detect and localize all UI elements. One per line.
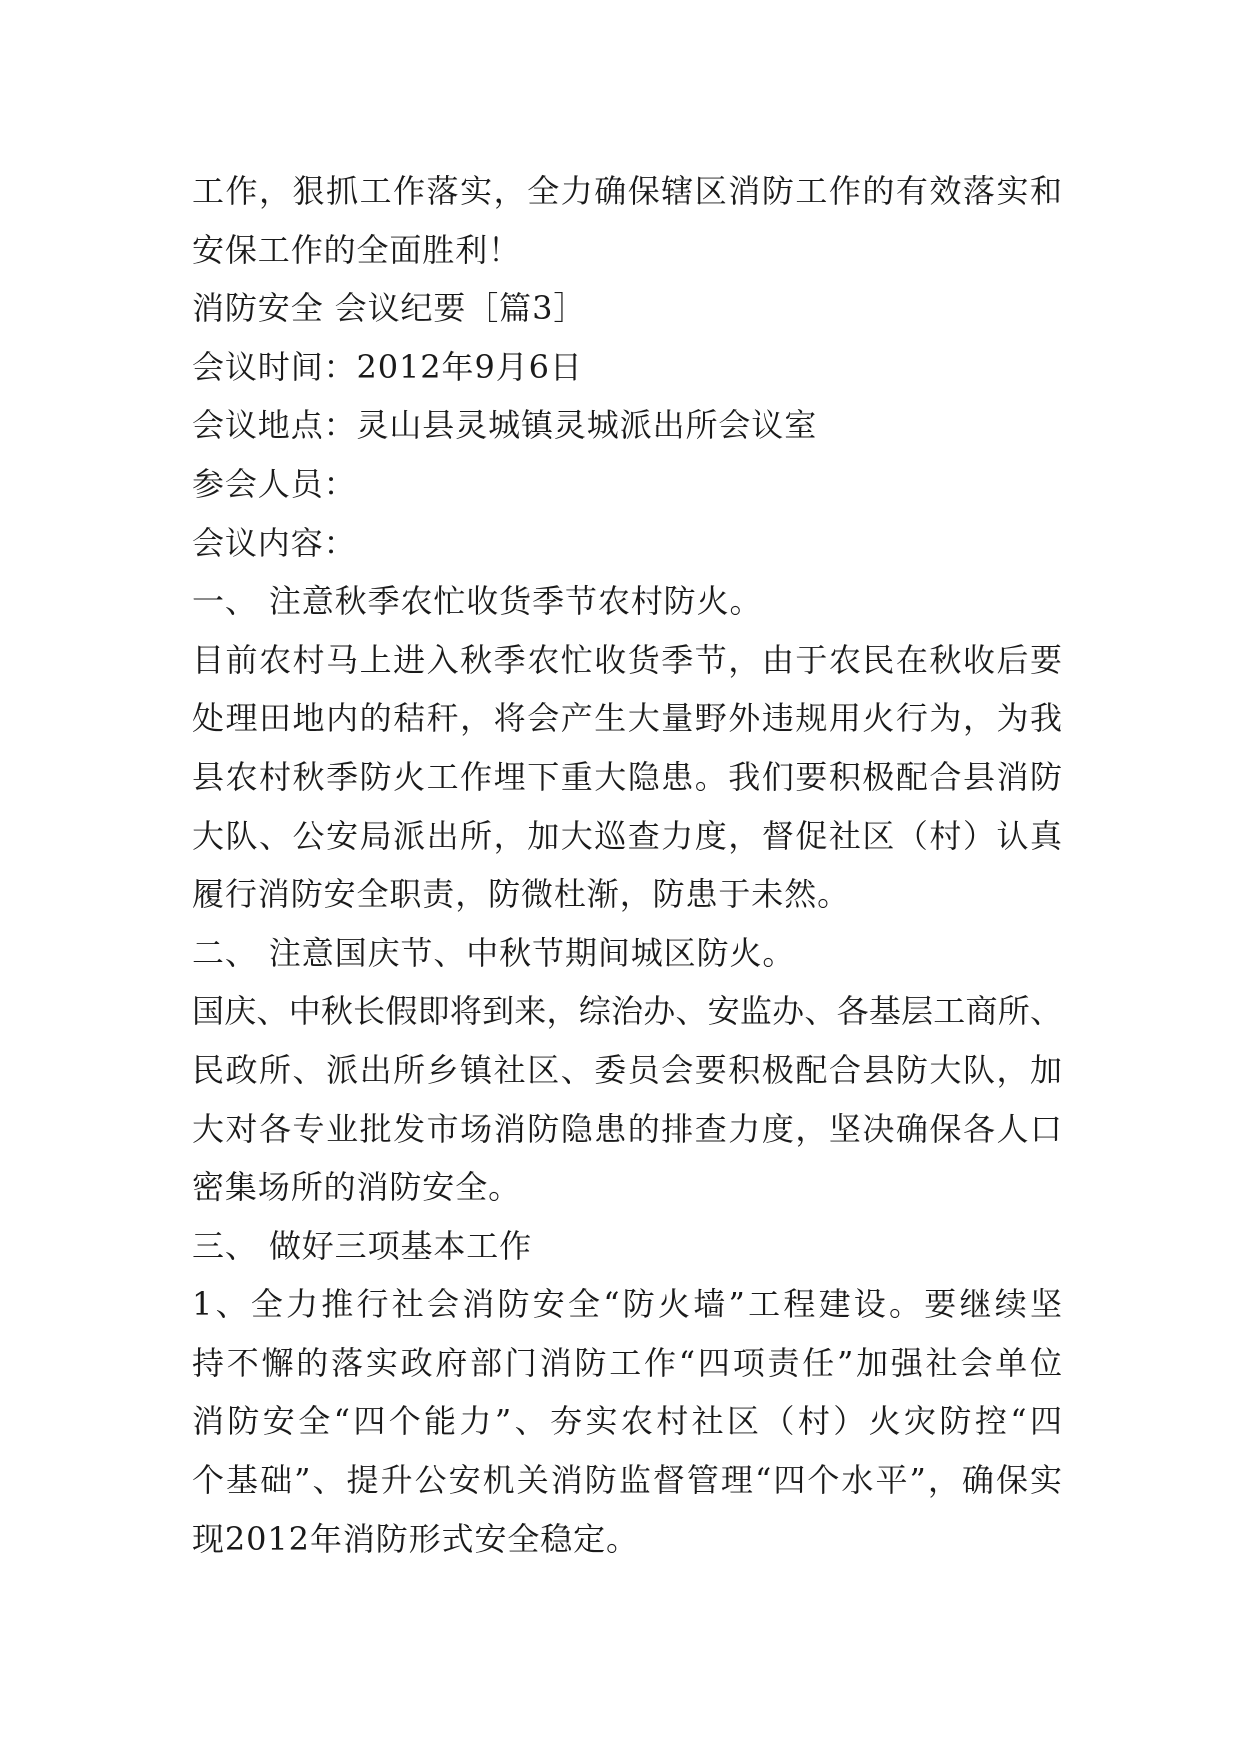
paragraph-line: 工作，狠抓工作落实，全力确保辖区消防工作的有效落实和 — [192, 172, 1062, 210]
paragraph-line: 安保工作的全面胜利！ — [192, 230, 522, 269]
paragraph-line: 持不懈的落实政府部门消防工作“四项责任”加强社会单位 — [192, 1343, 1062, 1382]
paragraph-line: 密集场所的消防安全。 — [192, 1168, 522, 1207]
paragraph-line: 处理田地内的秸秆，将会产生大量野外违规用火行为，为我 — [192, 699, 1062, 738]
paragraph-line: 县农村秋季防火工作埋下重大隐患。我们要积极配合县消防 — [192, 757, 1062, 796]
paragraph-line: 民政所、派出所乡镇社区、委员会要积极配合县防大队，加 — [192, 1050, 1062, 1089]
paragraph-line: 1、全力推行社会消防安全“防火墙”工程建设。要继续坚 — [192, 1285, 1062, 1324]
document-body — [192, 162, 1062, 1568]
meeting-content-label: 会议内容： — [192, 523, 357, 562]
meeting-attendees: 参会人员： — [192, 464, 357, 503]
meeting-location: 会议地点：灵山县灵城镇灵城派出所会议室 — [192, 406, 818, 445]
item-heading: 一、 注意秋季农忙收货季节农村防火。 — [192, 582, 763, 621]
item-heading: 二、 注意国庆节、中秋节期间城区防火。 — [192, 933, 796, 972]
paragraph-line: 目前农村马上进入秋季农忙收货季节，由于农民在秋收后要 — [192, 640, 1062, 679]
section-heading: 消防安全 会议纪要［篇3］ — [192, 289, 587, 328]
paragraph-line: 个基础”、提升公安机关消防监督管理“四个水平”，确保实 — [192, 1461, 1062, 1500]
paragraph-line: 大队、公安局派出所，加大巡查力度，督促社区（村）认真 — [192, 816, 1062, 855]
paragraph-line: 大对各专业批发市场消防隐患的排查力度，坚决确保各人口 — [192, 1109, 1062, 1148]
paragraph-line: 消防安全“四个能力”、夯实农村社区（村）火灾防控“四 — [192, 1402, 1062, 1441]
paragraph-line: 现2012年消防形式安全稳定。 — [192, 1519, 639, 1558]
meeting-time: 会议时间：2012年9月6日 — [192, 347, 583, 386]
paragraph-line: 国庆、中秋长假即将到来，综治办、安监办、各基层工商所、 — [192, 992, 1062, 1031]
paragraph-line: 履行消防安全职责，防微杜渐，防患于未然。 — [192, 875, 851, 914]
item-heading: 三、 做好三项基本工作 — [192, 1226, 533, 1265]
